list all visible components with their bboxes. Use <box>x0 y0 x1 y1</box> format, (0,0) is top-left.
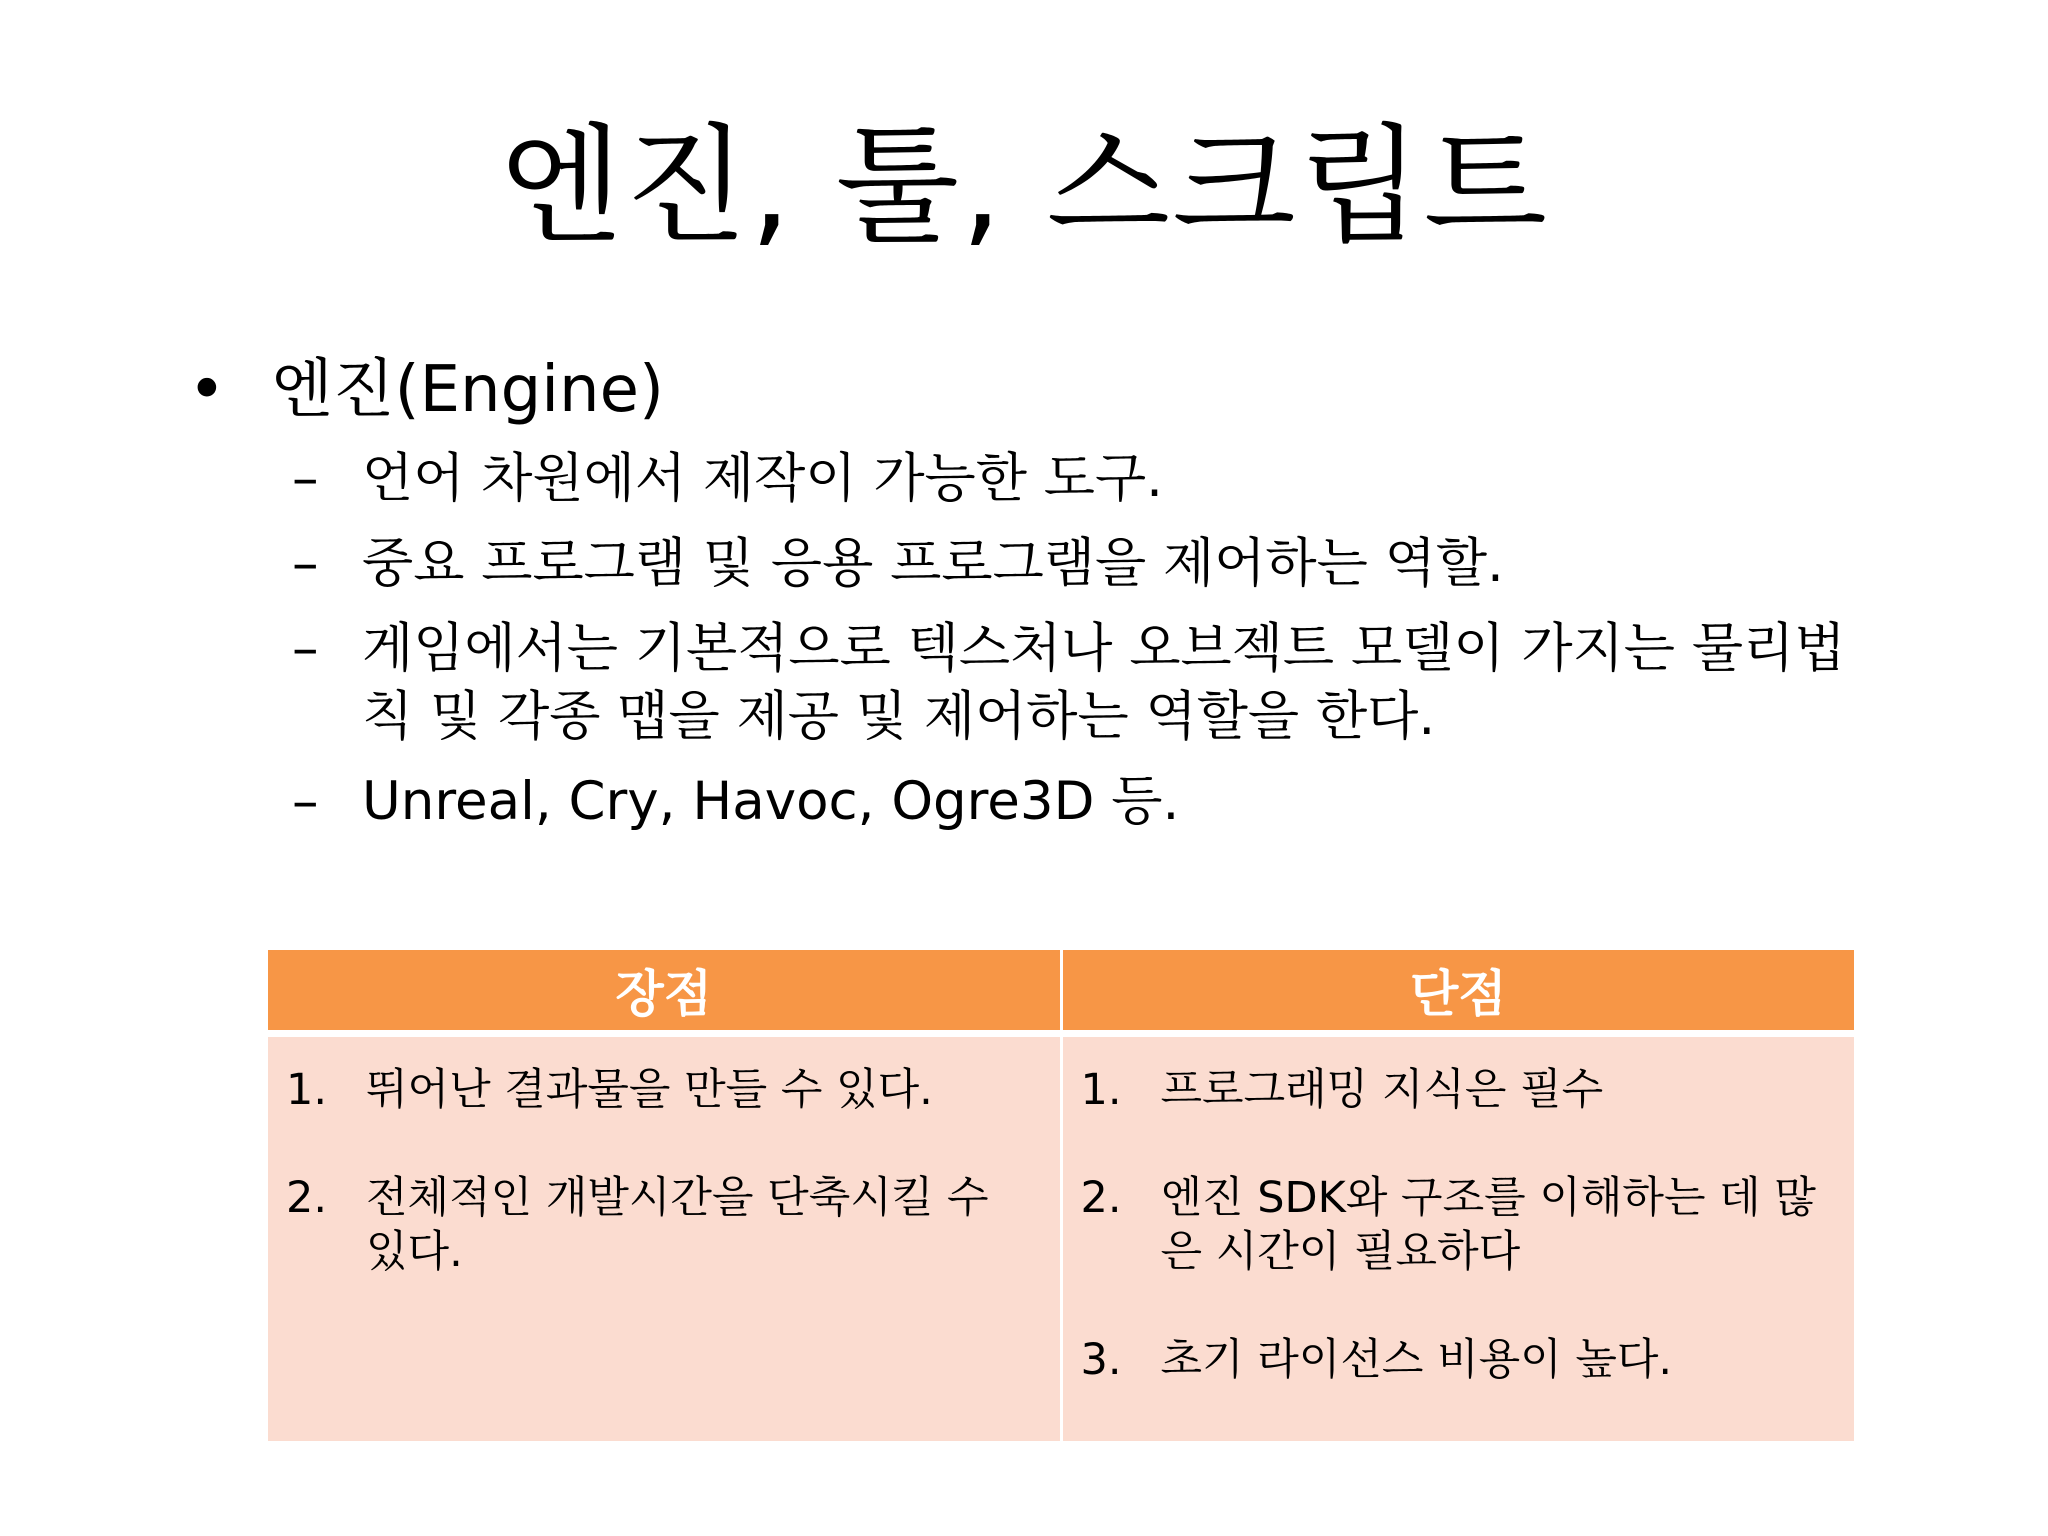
sub-bullet-text: 게임에서는 기본적으로 텍스처나 오브젝트 모델이 가지는 물리법칙 및 각종 맵을 제공 및 제어하는 역할을 한다. <box>362 618 1846 747</box>
sub-bullet-item <box>292 768 1852 836</box>
pros-cons-table <box>268 950 1854 1441</box>
cons-item-text: 프로그래밍 지식은 필수 <box>1160 1065 1604 1115</box>
pros-list-item <box>286 1063 1042 1117</box>
pros-item-number: 1. <box>286 1065 328 1115</box>
pros-list-item <box>286 1171 1042 1279</box>
pros-header: 장점 <box>268 950 1061 1034</box>
sub-bullet-item <box>292 615 1852 751</box>
pros-cell <box>268 1034 1061 1442</box>
cons-list-item <box>1081 1063 1837 1117</box>
pros-item-text: 전체적인 개발시간을 단축시킬 수 있다. <box>366 1173 989 1277</box>
cons-item-text: 엔진 SDK와 구조를 이해하는 데 많은 시간이 필요하다 <box>1160 1173 1816 1277</box>
bullet-engine <box>188 350 664 430</box>
bullet-marker: • <box>188 353 226 427</box>
pros-item-text: 뛰어난 결과물을 만들 수 있다. <box>366 1065 933 1115</box>
cons-header: 단점 <box>1061 950 1854 1034</box>
cons-list-item <box>1081 1333 1837 1387</box>
cons-cell <box>1061 1034 1854 1442</box>
cons-list-item <box>1081 1171 1837 1279</box>
cons-item-number: 1. <box>1080 1065 1122 1115</box>
sub-bullet-item <box>292 445 1852 513</box>
bullet-text: 엔진(Engine) <box>271 353 664 427</box>
pros-item-number: 2. <box>286 1173 328 1223</box>
sub-bullet-marker: – <box>292 533 319 594</box>
cons-item-number: 3. <box>1080 1335 1122 1385</box>
table-header-row <box>268 950 1854 1034</box>
sub-bullet-item <box>292 530 1852 598</box>
sub-bullet-text: Unreal, Cry, Havoc, Ogre3D 등. <box>362 771 1180 832</box>
sub-bullet-text: 중요 프로그램 및 응용 프로그램을 제어하는 역할. <box>362 533 1504 594</box>
cons-item-number: 2. <box>1080 1173 1122 1223</box>
cons-item-text: 초기 라이선스 비용이 높다. <box>1160 1335 1673 1385</box>
slide-title: 엔진, 툴, 스크립트 <box>498 112 1550 261</box>
sub-bullet-list <box>292 445 1852 853</box>
sub-bullet-marker: – <box>292 771 319 832</box>
table-body-row <box>268 1034 1854 1442</box>
sub-bullet-marker: – <box>292 448 319 509</box>
sub-bullet-marker: – <box>292 618 319 679</box>
sub-bullet-text: 언어 차원에서 제작이 가능한 도구. <box>362 448 1164 509</box>
